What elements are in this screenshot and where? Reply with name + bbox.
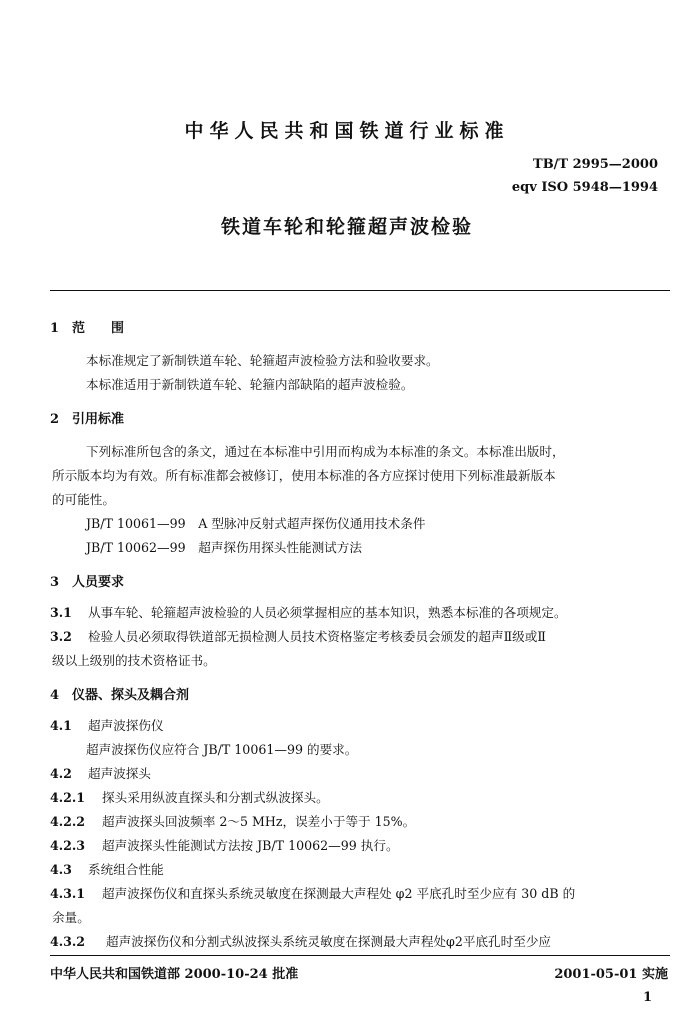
clause-4-3-1	[50, 883, 575, 902]
clause-text: 超声波探伤仪和分割式纵波探头系统灵敏度在探测最大声程处φ2平底孔时至少应	[106, 934, 552, 949]
bottom-divider	[50, 955, 670, 956]
section-2-para-line-3: 的可能性。	[52, 492, 115, 507]
clause-4-3-1-line-2: 余量。	[52, 910, 90, 925]
clause-text: 超声波探头性能测试方法按 JB/T 10062—99 执行。	[102, 838, 399, 853]
clause-number: 4.1	[50, 718, 72, 733]
clause-4-2-1	[50, 787, 329, 806]
clause-number: 3.2	[50, 629, 72, 644]
section-4-heading: 4 仪器、探头及耦合剂	[50, 688, 190, 703]
clause-number: 4.2.1	[50, 790, 86, 805]
org-title: 中华人民共和国铁道行业标准	[184, 120, 510, 142]
clause-number: 4.2.3	[50, 838, 86, 853]
clause-3-2	[50, 626, 546, 645]
clause-number: 4.3.2	[50, 934, 86, 949]
equivalent-standard-number: eqv ISO 5948—1994	[511, 180, 658, 195]
reference-jbt-10062: JB/T 10062—99 超声探伤用探头性能测试方法	[86, 540, 362, 555]
clause-text: 探头采用纵波直探头和分割式纵波探头。	[102, 790, 329, 805]
top-divider	[50, 290, 670, 291]
reference-jbt-10061: JB/T 10061—99 A 型脉冲反射式超声探伤仪通用技术条件	[86, 516, 426, 531]
section-1-para-1: 本标准规定了新制铁道车轮、轮箍超声波检验方法和验收要求。	[86, 353, 439, 368]
clause-text: 检验人员必须取得铁道部无损检测人员技术资格鉴定考核委员会颁发的超声Ⅱ级或Ⅱ	[88, 629, 546, 644]
clause-text: 超声波探头回波频率 2～5 MHz，误差小于等于 15%。	[102, 814, 416, 829]
section-3-heading: 3 人员要求	[50, 575, 125, 590]
clause-text: 超声波探伤仪和直探头系统灵敏度在探测最大声程处 φ2 平底孔时至少应有 30 dB 的	[102, 886, 576, 901]
clause-number: 4.2	[50, 766, 72, 781]
section-1-heading: 1 范 围	[50, 321, 125, 336]
section-2-para-line-2: 所示版本均为有效。所有标准都会被修订，使用本标准的各方应探讨使用下列标准最新版本	[52, 468, 556, 483]
approval-line: 中华人民共和国铁道部 2000-10-24 批准	[50, 967, 299, 982]
clause-3-1	[50, 602, 567, 621]
page-number: 1	[642, 990, 652, 1005]
section-1-para-2: 本标准适用于新制铁道车轮、轮箍内部缺陷的超声波检验。	[86, 377, 414, 392]
clause-4-3-2	[50, 931, 551, 950]
clause-number: 3.1	[50, 605, 72, 620]
clause-title: 超声波探伤仪	[88, 718, 164, 733]
clause-4-1	[50, 715, 164, 734]
clause-text: 从事车轮、轮箍超声波检验的人员必须掌握相应的基本知识，熟悉本标准的各项规定。	[88, 605, 567, 620]
clause-4-2-3	[50, 835, 399, 854]
clause-number: 4.2.2	[50, 814, 86, 829]
clause-number: 4.3.1	[50, 886, 86, 901]
clause-number: 4.3	[50, 862, 72, 877]
clause-3-2-line-2: 级以上级别的技术资格证书。	[52, 653, 216, 668]
clause-4-2	[50, 763, 151, 782]
section-2-heading: 2 引用标准	[50, 412, 125, 427]
section-2-para-line-1: 下列标准所包含的条文，通过在本标准中引用而构成为本标准的条文。本标准出版时，	[86, 444, 565, 459]
standard-number: TB/T 2995—2000	[533, 157, 658, 172]
clause-title: 系统组合性能	[88, 862, 164, 877]
clause-title: 超声波探头	[88, 766, 151, 781]
clause-4-3	[50, 859, 164, 878]
clause-4-1-text: 超声波探伤仪应符合 JB/T 10061—99 的要求。	[86, 742, 358, 757]
implementation-date: 2001-05-01 实施	[554, 967, 668, 982]
document-title: 铁道车轮和轮箍超声波检验	[220, 216, 473, 238]
clause-4-2-2	[50, 811, 415, 830]
